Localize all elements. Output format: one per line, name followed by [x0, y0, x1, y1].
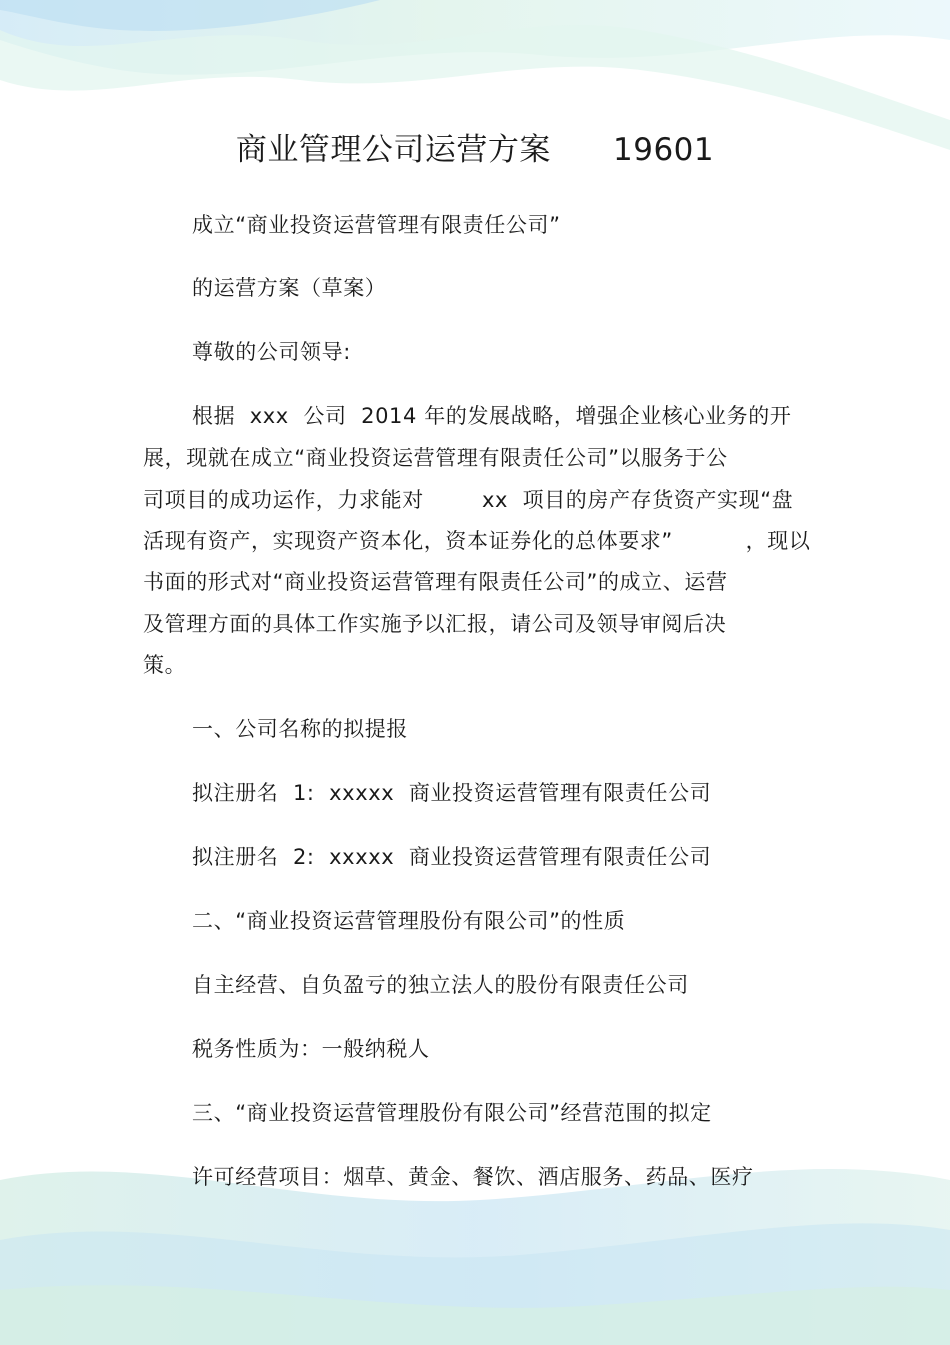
body-line-5: 书面的形式对“商业投资运营管理有限责任公司”的成立、运营 — [143, 570, 728, 594]
intro-line-1: 成立“商业投资运营管理有限责任公司” — [192, 213, 561, 237]
body-line-2: 展，现就在成立“商业投资运营管理有限责任公司”以服务于公 — [143, 446, 728, 470]
body-line-3: 司项目的成功运作，力求能对 xx 项目的房产存货资产实现“盘 — [143, 488, 794, 512]
licensed-business: 许可经营项目：烟草、黄金、餐饮、酒店服务、药品、医疗 — [192, 1165, 754, 1189]
company-nature: 自主经营、自负盈亏的独立法人的股份有限责任公司 — [192, 973, 689, 997]
section-heading-1: 一、公司名称的拟提报 — [192, 717, 408, 741]
document-title: 商业管理公司运营方案 19601 — [235, 132, 715, 168]
body-line-7: 策。 — [143, 653, 187, 677]
body-line-1: 根据 xxx 公司 2014 年的发展战略，增强企业核心业务的开 — [192, 404, 792, 428]
body-line-6: 及管理方面的具体工作实施予以汇报，请公司及领导审阅后决 — [143, 612, 727, 636]
tax-nature: 税务性质为：一般纳税人 — [192, 1037, 430, 1061]
body-line-4: 活现有资产，实现资产资本化，资本证券化的总体要求” ，现以 — [143, 529, 811, 553]
registered-name-2: 拟注册名 2: xxxxx 商业投资运营管理有限责任公司 — [192, 845, 712, 869]
section-heading-3: 三、“商业投资运营管理股份有限公司”经营范围的拟定 — [192, 1101, 712, 1125]
section-heading-2: 二、“商业投资运营管理股份有限公司”的性质 — [192, 909, 626, 933]
registered-name-1: 拟注册名 1: xxxxx 商业投资运营管理有限责任公司 — [192, 781, 712, 805]
salutation: 尊敬的公司领导: — [192, 340, 351, 364]
intro-line-2: 的运营方案（草案） — [192, 276, 387, 300]
